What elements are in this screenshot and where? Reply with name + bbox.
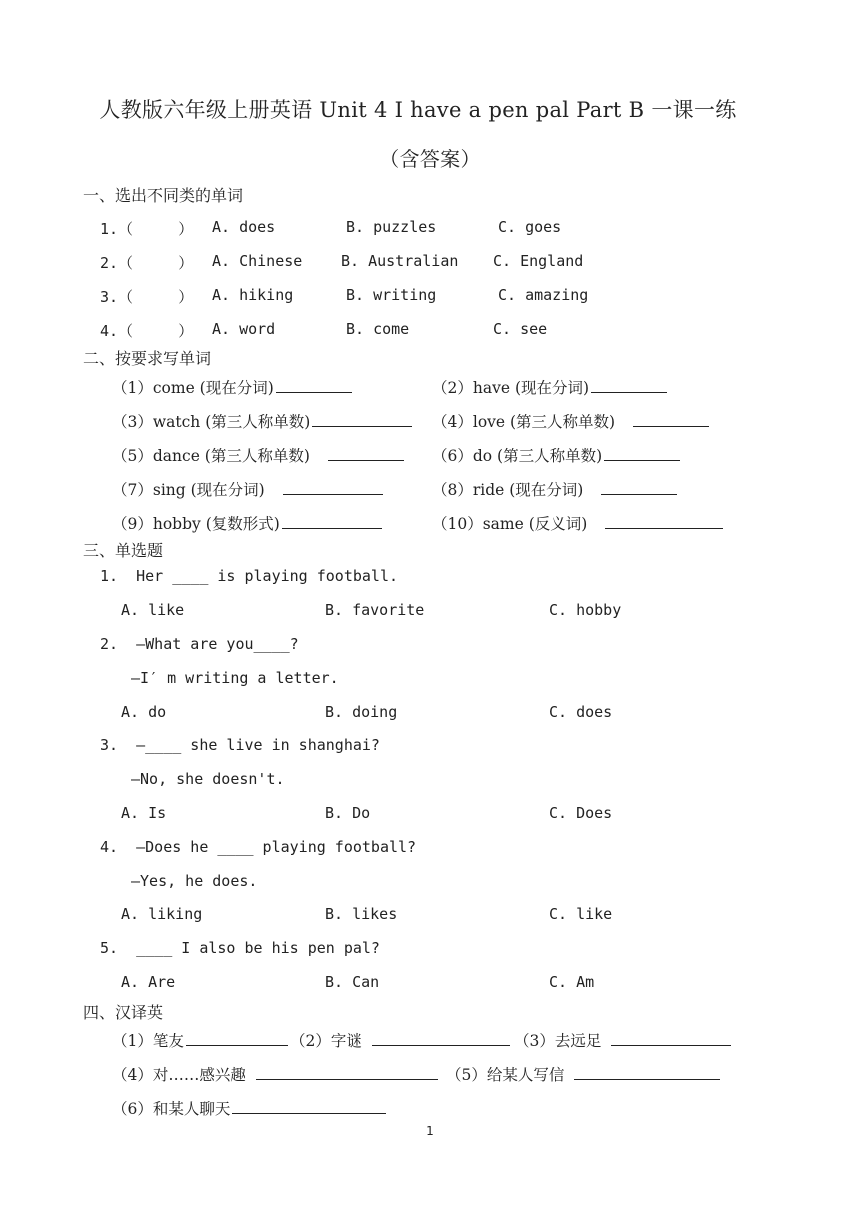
option-c: C. Does: [549, 804, 613, 822]
fill-item-label: （2）have (现在分词): [432, 379, 590, 397]
answer-blank[interactable]: [372, 1029, 510, 1046]
fill-item: [112, 478, 383, 500]
option-b: B. likes: [325, 905, 398, 923]
answer-blank[interactable]: [604, 444, 680, 461]
fill-item-label: （7）sing (现在分词): [112, 481, 265, 499]
answer-blank[interactable]: [312, 410, 412, 427]
fill-item-label: （9）hobby (复数形式): [112, 515, 280, 533]
translate-item-label: （4）对……感兴趣: [112, 1066, 246, 1084]
option-a: A. liking: [121, 905, 203, 923]
translate-item-label: （2）字谜: [290, 1032, 362, 1050]
item-number: 4.（ ）: [100, 322, 194, 340]
option-c: C. England: [493, 252, 584, 270]
answer-blank[interactable]: [601, 478, 677, 495]
question-text: 3. —____ she live in shanghai?: [100, 736, 380, 754]
answer-blank[interactable]: [186, 1029, 288, 1046]
question-text: 4. —Does he ____ playing football?: [100, 838, 417, 856]
answer-blank[interactable]: [574, 1063, 720, 1080]
translate-item: [514, 1029, 731, 1051]
question-answer-line: —No, she doesn't.: [131, 770, 285, 788]
page-number: 1: [426, 1124, 434, 1138]
fill-item-label: （5）dance (第三人称单数): [112, 447, 310, 465]
option-b: B. come: [346, 320, 410, 338]
option-a: A. word: [212, 320, 276, 338]
option-c: C. goes: [498, 218, 562, 236]
option-c: C. hobby: [549, 601, 622, 619]
translate-item: [112, 1097, 386, 1119]
fill-item: [432, 410, 709, 432]
fill-item-label: （1）come (现在分词): [112, 379, 274, 397]
question-text: 1. Her ____ is playing football.: [100, 567, 399, 585]
option-b: B. Do: [325, 804, 371, 822]
option-a: A. does: [212, 218, 276, 236]
option-a: A. Are: [121, 973, 176, 991]
answer-blank[interactable]: [283, 478, 383, 495]
option-a: A. hiking: [212, 286, 294, 304]
translate-item-label: （5）给某人写信: [446, 1066, 565, 1084]
answer-blank[interactable]: [276, 376, 352, 393]
item-number: 1.（ ）: [100, 220, 194, 238]
fill-item: [112, 410, 412, 432]
section3-heading: 三、单选题: [83, 541, 164, 560]
translate-item: [290, 1029, 510, 1051]
question-answer-line: —Yes, he does.: [131, 872, 258, 890]
translate-item-label: （1）笔友: [112, 1032, 184, 1050]
fill-item-label: （4）love (第三人称单数): [432, 413, 616, 431]
question-text: 2. —What are you____?: [100, 635, 299, 653]
translate-item: [446, 1063, 720, 1085]
answer-blank[interactable]: [232, 1097, 386, 1114]
translate-item-label: （6）和某人聊天: [112, 1100, 231, 1118]
fill-item: [432, 376, 667, 398]
section2-heading: 二、按要求写单词: [83, 349, 212, 368]
option-c: C. like: [549, 905, 613, 923]
fill-item: [432, 512, 723, 534]
option-a: A. Is: [121, 804, 167, 822]
option-c: C. see: [493, 320, 548, 338]
question-answer-line: —I′ m writing a letter.: [131, 669, 339, 687]
translate-item: [112, 1063, 438, 1085]
option-b: B. doing: [325, 703, 398, 721]
option-c: C. does: [549, 703, 613, 721]
option-b: B. writing: [346, 286, 437, 304]
answer-blank[interactable]: [605, 512, 723, 529]
document-subtitle: （含答案）: [379, 147, 481, 171]
option-a: A. Chinese: [212, 252, 303, 270]
answer-blank[interactable]: [633, 410, 709, 427]
option-a: A. like: [121, 601, 185, 619]
fill-item-label: （10）same (反义词): [432, 515, 588, 533]
answer-blank[interactable]: [591, 376, 667, 393]
fill-item: [112, 512, 382, 534]
answer-blank[interactable]: [328, 444, 404, 461]
answer-blank[interactable]: [282, 512, 382, 529]
fill-item: [112, 444, 404, 466]
option-c: C. amazing: [498, 286, 589, 304]
fill-item: [432, 444, 680, 466]
translate-item-label: （3）去远足: [514, 1032, 602, 1050]
fill-item: [432, 478, 677, 500]
fill-item: [112, 376, 352, 398]
answer-blank[interactable]: [611, 1029, 731, 1046]
option-b: B. Australian: [341, 252, 459, 270]
option-c: C. Am: [549, 973, 595, 991]
document-title: 人教版六年级上册英语 Unit 4 I have a pen pal Part B 一课一练: [99, 98, 737, 122]
option-a: A. do: [121, 703, 167, 721]
fill-item-label: （8）ride (现在分词): [432, 481, 584, 499]
option-b: B. favorite: [325, 601, 425, 619]
section4-heading: 四、汉译英: [83, 1003, 164, 1022]
item-number: 3.（ ）: [100, 288, 194, 306]
fill-item-label: （6）do (第三人称单数): [432, 447, 603, 465]
translate-item: [112, 1029, 288, 1051]
section1-heading: 一、选出不同类的单词: [83, 186, 244, 205]
answer-blank[interactable]: [256, 1063, 438, 1080]
fill-item-label: （3）watch (第三人称单数): [112, 413, 311, 431]
option-b: B. puzzles: [346, 218, 437, 236]
option-b: B. Can: [325, 973, 380, 991]
item-number: 2.（ ）: [100, 254, 194, 272]
question-text: 5. ____ I also be his pen pal?: [100, 939, 380, 957]
